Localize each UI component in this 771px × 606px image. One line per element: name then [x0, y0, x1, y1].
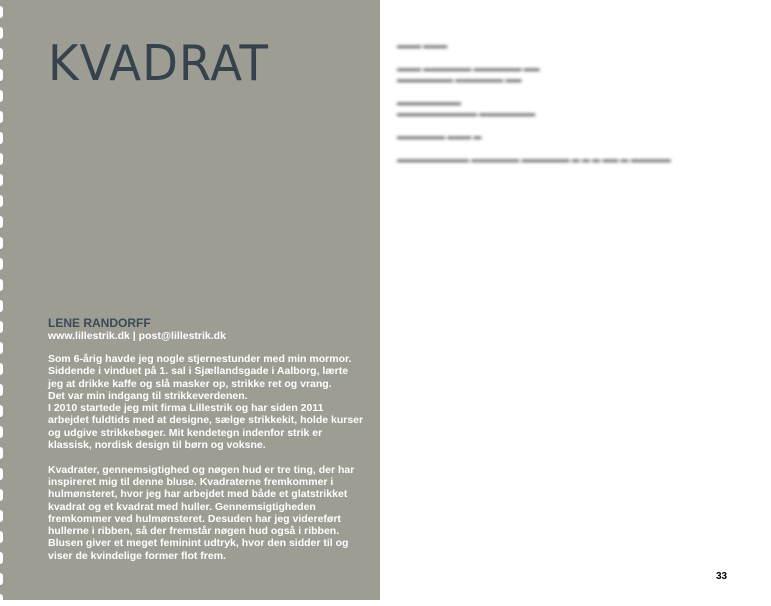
binding-hole [0, 27, 3, 39]
binding-hole [0, 573, 3, 585]
cover-panel [0, 0, 380, 600]
pattern-title: KVADRAT [48, 35, 269, 92]
binding-hole [0, 132, 3, 144]
binding-hole [0, 216, 3, 228]
designer-contact: www.lillestrik.dk | post@lillestrik.dk [48, 330, 226, 342]
blurred-line: ▬▬▬▬▬▬ ▬▬▬ ▬ [397, 132, 482, 141]
binding-hole [0, 468, 3, 480]
binding-hole [0, 174, 3, 186]
binding-hole [0, 363, 3, 375]
binding-hole [0, 426, 3, 438]
binding-hole [0, 258, 3, 270]
designer-description [48, 353, 368, 574]
blurred-line: ▬▬▬▬▬▬▬▬▬ ▬▬▬▬▬▬ ▬▬▬▬▬▬ ▬ ▬ ▬ ▬▬ ▬ ▬▬▬▬▬ [397, 155, 671, 164]
blurred-line: ▬▬▬▬▬▬▬▬ [397, 98, 461, 107]
binding-hole [0, 237, 3, 249]
binding-hole [0, 447, 3, 459]
binding-hole [0, 69, 3, 81]
binding-hole [0, 342, 3, 354]
description-paragraph: Som 6-årig havde jeg nogle stjernestunder med min mormor. Siddende i vinduet på 1. sal i Sjællandsgade i Aalborg, lærte jeg at drikke kaffe og slå masker op, strikke ret og vrang. Det var min indgang til strikkeverdenen. I 2010 startede jeg mit firma Lillestrik og har siden 2011 arbejdet fuldtids med at designe, sælge strikkekit, holde kurser og udgive strikkebøger. Mit kendetegn indenfor strik er klassisk, nordisk design til børn og voksne. [48, 353, 364, 452]
binding-hole [0, 552, 3, 564]
binding-hole [0, 153, 3, 165]
binding-hole [0, 594, 3, 606]
binding-hole [0, 384, 3, 396]
blurred-line: ▬▬▬ ▬▬▬▬▬▬ ▬▬▬▬▬▬ ▬▬ [397, 64, 540, 73]
page-number: 33 [716, 571, 728, 582]
binding-hole [0, 300, 3, 312]
blurred-line: ▬▬▬ ▬▬▬ [397, 41, 448, 50]
binding-hole [0, 279, 3, 291]
blurred-line: ▬▬▬▬▬▬▬ ▬▬▬▬▬▬ ▬▬ [397, 75, 522, 84]
blurred-pattern-details [397, 40, 697, 165]
binding-hole [0, 90, 3, 102]
binding-hole [0, 48, 3, 60]
binding-hole [0, 111, 3, 123]
binding-hole [0, 531, 3, 543]
binding-hole [0, 195, 3, 207]
spiral-binding [0, 0, 6, 600]
binding-hole [0, 510, 3, 522]
blurred-line: ▬▬▬▬▬▬▬▬▬▬ ▬▬▬▬▬▬▬ [397, 109, 536, 118]
binding-hole [0, 321, 3, 333]
binding-hole [0, 489, 3, 501]
binding-hole [0, 6, 3, 18]
binding-hole [0, 405, 3, 417]
designer-name: LENE RANDORFF [48, 316, 151, 330]
description-paragraph: Kvadrater, gennemsigtighed og nøgen hud er tre ting, der har inspireret mig til denne bluse. Kvadraterne fremkommer i hulmønsteret, hvor jeg har arbejdet med både et glatstrikket kvadrat og et kvadrat med huller. Gennemsigtigheden fremkommer ved hulmønsteret. Desuden har jeg videreført hullerne i ribben, så der fremstår nøgen hud også i ribben. Blusen giver et meget feminint udtryk, hvor den sidder til og viser de kvindelige former flot frem. [48, 463, 355, 562]
